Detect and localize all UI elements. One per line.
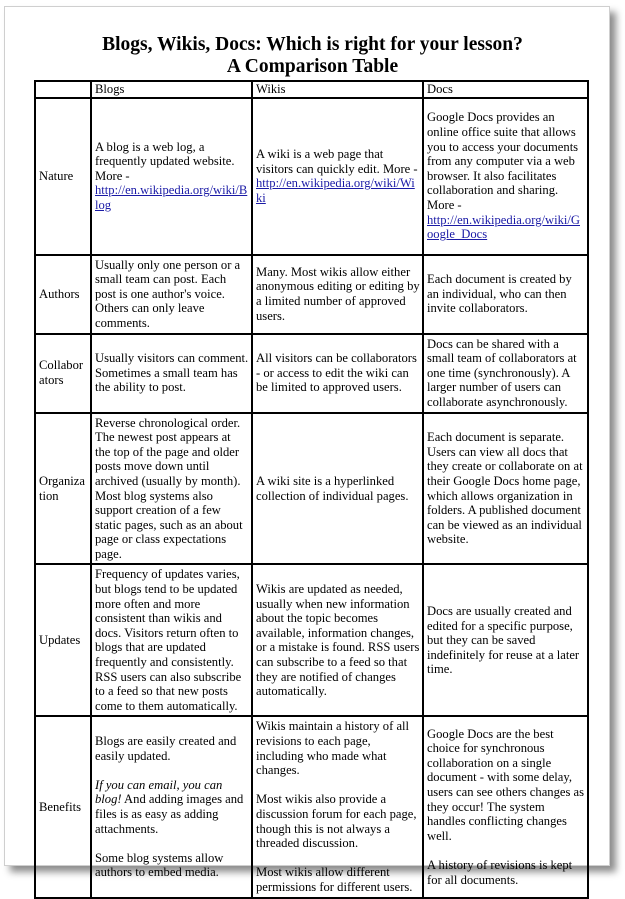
cell-paragraph: Most wikis allow different permissions for different users. [256,865,413,894]
cell-paragraph: Most wikis also provide a discussion forum for each page, though this is not always a threaded discussion. [256,792,417,851]
cell-updates-blogs: Frequency of updates varies, but blogs tend to be updated more often and more consistent than wikis and docs. Visitors return often to blogs that are updated frequently and consistently. RSS users can also subscribe to a feed so that new posts come to them automatically. [91,564,252,716]
row-label-benefits: Benefits [35,716,91,897]
cell-paragraph [95,778,249,836]
table-row [35,716,588,897]
comparison-table [34,80,589,899]
header-cell-blogs: Blogs [91,81,252,98]
row-label-collaborators: Collaborators [35,334,91,413]
row-label-updates: Updates [35,564,91,716]
wikipedia-wiki-link[interactable]: http://en.wikipedia.org/wiki/Wiki [256,176,415,205]
cell-nature-wikis [252,98,423,255]
cell-paragraph: A history of revisions is kept for all documents. [427,858,573,887]
cell-paragraph: Blogs are easily created and easily updated. [95,734,237,763]
header-cell-docs: Docs [423,81,588,98]
cell-text: And adding images and files is as easy as adding attachments. [95,792,244,836]
table-row [35,564,588,716]
table-row [35,413,588,565]
cell-updates-docs: Docs are usually created and edited for a specific purpose, but they can be saved indefinitely for reuse at a later time. [423,564,588,716]
header-cell-wikis: Wikis [252,81,423,98]
cell-updates-wikis: Wikis are updated as needed, usually when new information about the topic becomes available, information changes, or a mistake is found. RSS users can subscribe to a feed so that they are notified of changes automatically. [252,564,423,716]
cell-authors-docs: Each document is created by an individual, who can then invite collaborators. [423,255,588,334]
cell-paragraph: Wikis maintain a history of all revisions to each page, including who made what changes. [256,719,410,778]
cell-benefits-blogs [91,716,252,897]
document-title [0,34,625,78]
header-cell-empty [35,81,91,98]
cell-text: A wiki is a web page that visitors can quickly edit. More - [256,146,418,176]
wikipedia-blog-link[interactable]: http://en.wikipedia.org/wiki/Blog [95,183,248,212]
italic-slogan: If you can email, you can blog! [95,777,223,807]
title-line-1: Blogs, Wikis, Docs: Which is right for your lesson? [102,34,523,55]
table-row [35,98,588,255]
cell-authors-wikis: Many. Most wikis allow either anonymous editing or editing by a limited number of approved users. [252,255,423,334]
cell-collaborators-wikis: All visitors can be collaborators - or access to edit the wiki can be limited to approved users. [252,334,423,413]
cell-nature-blogs [91,98,252,255]
cell-organization-wikis: A wiki site is a hyperlinked collection of individual pages. [252,413,423,565]
title-line-2: A Comparison Table [226,56,399,77]
cell-benefits-wikis [252,716,423,897]
cell-nature-docs [423,98,588,255]
cell-text: A blog is a web log, a frequently updated website. More - [95,139,235,183]
cell-organization-blogs: Reverse chronological order. The newest post appears at the top of the page and older posts move down until archived (usually by month). Most blog systems also support creation of a few static pages, such as an about page or class expectations page. [91,413,252,565]
cell-text: Google Docs provides an online office suite that allows you to access your documents from any computer via a web browser. It also facilitates collaboration and sharing. More - [427,110,579,212]
cell-paragraph: Google Docs are the best choice for synchronous collaboration on a single document - with some delay, users can see others changes as they occur! The system handles conflicting changes well. [427,726,585,843]
cell-paragraph: Some blog systems allow authors to embed media. [95,850,224,880]
row-label-nature: Nature [35,98,91,255]
cell-collaborators-blogs: Usually visitors can comment. Sometimes a small team has the ability to post. [91,334,252,413]
wikipedia-google-docs-link[interactable]: http://en.wikipedia.org/wiki/Google_Docs [427,212,580,242]
cell-authors-blogs: Usually only one person or a small team can post. Each post is one author's voice. Others can only leave comments. [91,255,252,334]
cell-collaborators-docs: Docs can be shared with a small team of collaborators at one time (synchronously). A larger number of users can collaborate asynchronously. [423,334,588,413]
row-label-organization: Organization [35,413,91,565]
cell-organization-docs: Each document is separate. Users can view all docs that they create or collaborate on at their Google Docs home page, which allows organization in folders. A published document can be viewed as an individual website. [423,413,588,565]
cell-benefits-docs [423,716,588,897]
row-label-authors: Authors [35,255,91,334]
table-row [35,255,588,334]
table-row [35,334,588,413]
header-row [35,81,588,98]
